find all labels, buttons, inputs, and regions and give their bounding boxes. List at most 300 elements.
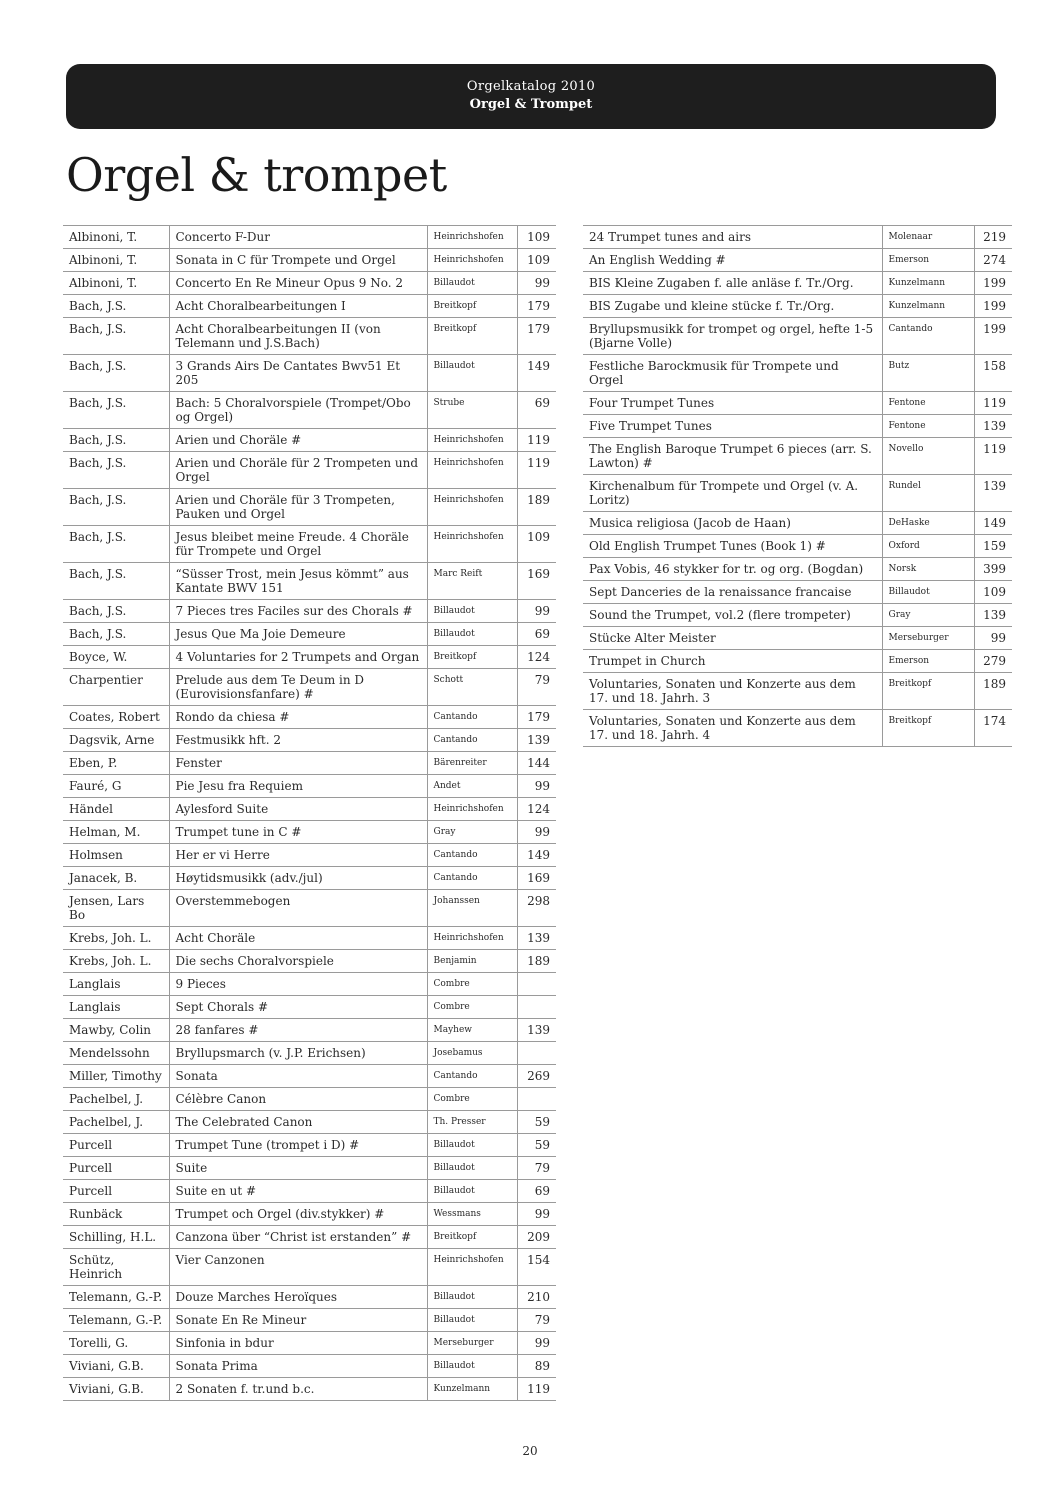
title-cell: Sonata in C für Trompete und Orgel xyxy=(169,249,427,272)
title-cell: Festmusikk hft. 2 xyxy=(169,729,427,752)
title-cell: Trumpet och Orgel (div.stykker) # xyxy=(169,1203,427,1226)
publisher-cell: Emerson xyxy=(882,650,974,673)
title-cell: Arien und Choräle für 3 Trompeten, Pauken und Orgel xyxy=(169,489,427,526)
composer-cell: Dagsvik, Arne xyxy=(63,729,169,752)
title-cell: Concerto En Re Mineur Opus 9 No. 2 xyxy=(169,272,427,295)
publisher-cell: Gray xyxy=(427,821,517,844)
table-row xyxy=(63,600,556,623)
price-cell: 69 xyxy=(517,1180,556,1203)
publisher-cell: Marc Reift xyxy=(427,563,517,600)
price-cell: 199 xyxy=(974,295,1012,318)
composer-cell: Jensen, Lars Bo xyxy=(63,890,169,927)
table-row xyxy=(583,226,1012,249)
table-row xyxy=(63,318,556,355)
composer-cell: Langlais xyxy=(63,973,169,996)
publisher-cell: Fentone xyxy=(882,392,974,415)
price-cell: 99 xyxy=(517,1332,556,1355)
composer-cell: Holmsen xyxy=(63,844,169,867)
title-cell: Voluntaries, Sonaten und Konzerte aus dem 17. und 18. Jahrh. 4 xyxy=(583,710,882,747)
title-cell: 9 Pieces xyxy=(169,973,427,996)
title-cell: Sept Danceries de la renaissance francaise xyxy=(583,581,882,604)
price-cell: 139 xyxy=(517,1019,556,1042)
composer-cell: Mendelssohn xyxy=(63,1042,169,1065)
title-cell: Suite xyxy=(169,1157,427,1180)
composer-cell: Purcell xyxy=(63,1180,169,1203)
price-cell: 149 xyxy=(517,355,556,392)
price-cell: 189 xyxy=(517,489,556,526)
price-cell: 144 xyxy=(517,752,556,775)
publisher-cell: Schott xyxy=(427,669,517,706)
table-row xyxy=(583,295,1012,318)
table-row xyxy=(63,272,556,295)
price-cell: 99 xyxy=(517,821,556,844)
publisher-cell: Molenaar xyxy=(882,226,974,249)
price-cell: 158 xyxy=(974,355,1012,392)
title-cell: Suite en ut # xyxy=(169,1180,427,1203)
table-row xyxy=(63,867,556,890)
price-cell: 139 xyxy=(974,604,1012,627)
publisher-cell: Cantando xyxy=(882,318,974,355)
publisher-cell: Billaudot xyxy=(427,355,517,392)
catalog-table-right xyxy=(583,225,1012,747)
table-row xyxy=(63,927,556,950)
table-row xyxy=(583,673,1012,710)
composer-cell: Boyce, W. xyxy=(63,646,169,669)
table-row xyxy=(63,429,556,452)
price-cell xyxy=(517,1088,556,1111)
publisher-cell: Cantando xyxy=(427,706,517,729)
price-cell: 139 xyxy=(974,415,1012,438)
publisher-cell: Benjamin xyxy=(427,950,517,973)
price-cell: 99 xyxy=(517,1203,556,1226)
publisher-cell: Heinrichshofen xyxy=(427,927,517,950)
title-cell: Sonata xyxy=(169,1065,427,1088)
price-cell: 169 xyxy=(517,563,556,600)
publisher-cell: Butz xyxy=(882,355,974,392)
publisher-cell: Billaudot xyxy=(882,581,974,604)
price-cell xyxy=(517,1042,556,1065)
table-row xyxy=(583,392,1012,415)
title-cell: BIS Zugabe und kleine stücke f. Tr./Org. xyxy=(583,295,882,318)
price-cell: 99 xyxy=(517,600,556,623)
publisher-cell: Cantando xyxy=(427,867,517,890)
publisher-cell: Breitkopf xyxy=(882,710,974,747)
table-row xyxy=(583,558,1012,581)
composer-cell: Bach, J.S. xyxy=(63,623,169,646)
title-cell: Trumpet tune in C # xyxy=(169,821,427,844)
catalog-name: Orgelkatalog 2010 xyxy=(466,79,596,94)
composer-cell: Bach, J.S. xyxy=(63,392,169,429)
table-row xyxy=(63,890,556,927)
title-cell: Pax Vobis, 46 stykker for tr. og org. (Bogdan) xyxy=(583,558,882,581)
publisher-cell: Kunzelmann xyxy=(882,295,974,318)
title-cell: 28 fanfares # xyxy=(169,1019,427,1042)
price-cell: 174 xyxy=(974,710,1012,747)
publisher-cell: Heinrichshofen xyxy=(427,526,517,563)
table-row xyxy=(63,706,556,729)
composer-cell: Mawby, Colin xyxy=(63,1019,169,1042)
composer-cell: Bach, J.S. xyxy=(63,489,169,526)
composer-cell: Fauré, G xyxy=(63,775,169,798)
publisher-cell: Breitkopf xyxy=(427,295,517,318)
title-cell: Arien und Choräle # xyxy=(169,429,427,452)
price-cell: 124 xyxy=(517,798,556,821)
price-cell: 69 xyxy=(517,392,556,429)
table-row xyxy=(583,512,1012,535)
price-cell: 274 xyxy=(974,249,1012,272)
price-cell: 99 xyxy=(517,272,556,295)
title-cell: Musica religiosa (Jacob de Haan) xyxy=(583,512,882,535)
title-cell: Douze Marches Heroïques xyxy=(169,1286,427,1309)
publisher-cell: Heinrichshofen xyxy=(427,489,517,526)
title-cell: Stücke Alter Meister xyxy=(583,627,882,650)
price-cell: 154 xyxy=(517,1249,556,1286)
publisher-cell: Combre xyxy=(427,973,517,996)
title-cell: Canzona über “Christ ist erstanden” # xyxy=(169,1226,427,1249)
title-cell: Bryllupsmarch (v. J.P. Erichsen) xyxy=(169,1042,427,1065)
publisher-cell: Kunzelmann xyxy=(427,1378,517,1401)
price-cell: 59 xyxy=(517,1111,556,1134)
price-cell: 179 xyxy=(517,295,556,318)
publisher-cell: Wessmans xyxy=(427,1203,517,1226)
title-cell: Festliche Barockmusik für Trompete und Orgel xyxy=(583,355,882,392)
title-cell: 2 Sonaten f. tr.und b.c. xyxy=(169,1378,427,1401)
price-cell: 79 xyxy=(517,1157,556,1180)
price-cell: 99 xyxy=(517,775,556,798)
table-row xyxy=(63,973,556,996)
table-row xyxy=(63,1134,556,1157)
section-name: Orgel & Trompet xyxy=(469,97,593,112)
price-cell: 119 xyxy=(517,452,556,489)
table-row xyxy=(63,355,556,392)
publisher-cell: Billaudot xyxy=(427,272,517,295)
price-cell: 399 xyxy=(974,558,1012,581)
publisher-cell: Billaudot xyxy=(427,1157,517,1180)
composer-cell: Bach, J.S. xyxy=(63,318,169,355)
title-cell: Her er vi Herre xyxy=(169,844,427,867)
publisher-cell: Kunzelmann xyxy=(882,272,974,295)
price-cell xyxy=(517,973,556,996)
price-cell: 279 xyxy=(974,650,1012,673)
table-row xyxy=(63,798,556,821)
composer-cell: Bach, J.S. xyxy=(63,295,169,318)
title-cell: Sonate En Re Mineur xyxy=(169,1309,427,1332)
publisher-cell: Combre xyxy=(427,996,517,1019)
table-row xyxy=(583,535,1012,558)
composer-cell: Purcell xyxy=(63,1157,169,1180)
publisher-cell: Heinrichshofen xyxy=(427,429,517,452)
title-cell: Sinfonia in bdur xyxy=(169,1332,427,1355)
price-cell: 109 xyxy=(517,226,556,249)
price-cell: 109 xyxy=(517,249,556,272)
table-row xyxy=(583,710,1012,747)
title-cell: Sonata Prima xyxy=(169,1355,427,1378)
table-row xyxy=(583,650,1012,673)
title-cell: The Celebrated Canon xyxy=(169,1111,427,1134)
table-row xyxy=(63,729,556,752)
publisher-cell: Billaudot xyxy=(427,1180,517,1203)
composer-cell: Eben, P. xyxy=(63,752,169,775)
publisher-cell: Heinrichshofen xyxy=(427,798,517,821)
publisher-cell: Billaudot xyxy=(427,1355,517,1378)
publisher-cell: Billaudot xyxy=(427,600,517,623)
title-cell: Prelude aus dem Te Deum in D (Eurovisionsfanfare) # xyxy=(169,669,427,706)
table-row xyxy=(583,415,1012,438)
title-cell: Aylesford Suite xyxy=(169,798,427,821)
publisher-cell: Mayhew xyxy=(427,1019,517,1042)
price-cell: 209 xyxy=(517,1226,556,1249)
composer-cell: Krebs, Joh. L. xyxy=(63,927,169,950)
table-row xyxy=(63,1042,556,1065)
publisher-cell: Billaudot xyxy=(427,1134,517,1157)
title-cell: 7 Pieces tres Faciles sur des Chorals # xyxy=(169,600,427,623)
price-cell: 119 xyxy=(974,438,1012,475)
table-row xyxy=(583,249,1012,272)
publisher-cell: Heinrichshofen xyxy=(427,1249,517,1286)
page-number: 20 xyxy=(522,1444,538,1458)
title-cell: Five Trumpet Tunes xyxy=(583,415,882,438)
title-cell: Acht Choralbearbeitungen I xyxy=(169,295,427,318)
composer-cell: Bach, J.S. xyxy=(63,526,169,563)
price-cell: 169 xyxy=(517,867,556,890)
composer-cell: Schilling, H.L. xyxy=(63,1226,169,1249)
title-cell: Acht Choräle xyxy=(169,927,427,950)
composer-cell: Bach, J.S. xyxy=(63,452,169,489)
price-cell: 149 xyxy=(974,512,1012,535)
title-cell: 3 Grands Airs De Cantates Bwv51 Et 205 xyxy=(169,355,427,392)
title-cell: Bryllupsmusikk for trompet og orgel, hefte 1-5 (Bjarne Volle) xyxy=(583,318,882,355)
publisher-cell: Strube xyxy=(427,392,517,429)
catalog-table-left xyxy=(63,225,556,1401)
price-cell: 109 xyxy=(974,581,1012,604)
price-cell: 179 xyxy=(517,706,556,729)
price-cell: 119 xyxy=(517,429,556,452)
publisher-cell: Breitkopf xyxy=(882,673,974,710)
table-row xyxy=(63,775,556,798)
title-cell: Voluntaries, Sonaten und Konzerte aus dem 17. und 18. Jahrh. 3 xyxy=(583,673,882,710)
composer-cell: Telemann, G.-P. xyxy=(63,1309,169,1332)
title-cell: Rondo da chiesa # xyxy=(169,706,427,729)
table-row xyxy=(63,452,556,489)
table-row xyxy=(63,1286,556,1309)
table-row xyxy=(63,646,556,669)
title-cell: 24 Trumpet tunes and airs xyxy=(583,226,882,249)
table-row xyxy=(583,627,1012,650)
composer-cell: Albinoni, T. xyxy=(63,249,169,272)
title-cell: Jesus bleibet meine Freude. 4 Choräle für Trompete und Orgel xyxy=(169,526,427,563)
publisher-cell: Billaudot xyxy=(427,623,517,646)
table-row xyxy=(63,1157,556,1180)
title-cell: Arien und Choräle für 2 Trompeten und Orgel xyxy=(169,452,427,489)
composer-cell: Pachelbel, J. xyxy=(63,1111,169,1134)
price-cell: 189 xyxy=(974,673,1012,710)
table-row xyxy=(63,295,556,318)
price-cell: 119 xyxy=(517,1378,556,1401)
publisher-cell: Cantando xyxy=(427,1065,517,1088)
price-cell: 124 xyxy=(517,646,556,669)
publisher-cell: Rundel xyxy=(882,475,974,512)
publisher-cell: Fentone xyxy=(882,415,974,438)
composer-cell: Coates, Robert xyxy=(63,706,169,729)
composer-cell: Bach, J.S. xyxy=(63,563,169,600)
table-row xyxy=(63,752,556,775)
table-row xyxy=(63,489,556,526)
publisher-cell: Josebamus xyxy=(427,1042,517,1065)
publisher-cell: Billaudot xyxy=(427,1309,517,1332)
publisher-cell: Heinrichshofen xyxy=(427,226,517,249)
table-row xyxy=(63,1203,556,1226)
publisher-cell: Emerson xyxy=(882,249,974,272)
publisher-cell: Oxford xyxy=(882,535,974,558)
price-cell: 139 xyxy=(517,729,556,752)
price-cell: 298 xyxy=(517,890,556,927)
title-cell: Bach: 5 Choralvorspiele (Trompet/Obo og Orgel) xyxy=(169,392,427,429)
table-row xyxy=(583,475,1012,512)
price-cell: 210 xyxy=(517,1286,556,1309)
title-cell: Four Trumpet Tunes xyxy=(583,392,882,415)
composer-cell: Purcell xyxy=(63,1134,169,1157)
price-cell: 79 xyxy=(517,669,556,706)
publisher-cell: Bärenreiter xyxy=(427,752,517,775)
title-cell: Overstemmebogen xyxy=(169,890,427,927)
composer-cell: Bach, J.S. xyxy=(63,355,169,392)
price-cell: 139 xyxy=(974,475,1012,512)
title-cell: Old English Trumpet Tunes (Book 1) # xyxy=(583,535,882,558)
price-cell: 119 xyxy=(974,392,1012,415)
title-cell: Kirchenalbum für Trompete und Orgel (v. A. Loritz) xyxy=(583,475,882,512)
price-cell xyxy=(517,996,556,1019)
title-cell: Die sechs Choralvorspiele xyxy=(169,950,427,973)
publisher-cell: Merseburger xyxy=(882,627,974,650)
table-row xyxy=(583,438,1012,475)
table-row xyxy=(63,1226,556,1249)
publisher-cell: Breitkopf xyxy=(427,646,517,669)
title-cell: Sept Chorals # xyxy=(169,996,427,1019)
table-row xyxy=(63,669,556,706)
publisher-cell: Combre xyxy=(427,1088,517,1111)
publisher-cell: Th. Presser xyxy=(427,1111,517,1134)
table-row xyxy=(583,604,1012,627)
publisher-cell: Heinrichshofen xyxy=(427,452,517,489)
table-row xyxy=(583,581,1012,604)
table-row xyxy=(63,1332,556,1355)
table-row xyxy=(63,1180,556,1203)
table-row xyxy=(63,821,556,844)
publisher-cell: Breitkopf xyxy=(427,1226,517,1249)
publisher-cell: Andet xyxy=(427,775,517,798)
title-cell: Célèbre Canon xyxy=(169,1088,427,1111)
title-cell: Acht Choralbearbeitungen II (von Telemann und J.S.Bach) xyxy=(169,318,427,355)
table-row xyxy=(63,249,556,272)
header-bar xyxy=(66,64,996,129)
price-cell: 149 xyxy=(517,844,556,867)
price-cell: 219 xyxy=(974,226,1012,249)
price-cell: 79 xyxy=(517,1309,556,1332)
publisher-cell: Gray xyxy=(882,604,974,627)
publisher-cell: Heinrichshofen xyxy=(427,249,517,272)
composer-cell: Albinoni, T. xyxy=(63,272,169,295)
title-cell: Vier Canzonen xyxy=(169,1249,427,1286)
title-cell: 4 Voluntaries for 2 Trumpets and Organ xyxy=(169,646,427,669)
price-cell: 179 xyxy=(517,318,556,355)
composer-cell: Runbäck xyxy=(63,1203,169,1226)
title-cell: Pie Jesu fra Requiem xyxy=(169,775,427,798)
composer-cell: Charpentier xyxy=(63,669,169,706)
table-row xyxy=(63,950,556,973)
title-cell: “Süsser Trost, mein Jesus kömmt” aus Kantate BWV 151 xyxy=(169,563,427,600)
title-cell: An English Wedding # xyxy=(583,249,882,272)
table-row xyxy=(63,1065,556,1088)
composer-cell: Telemann, G.-P. xyxy=(63,1286,169,1309)
table-row xyxy=(583,318,1012,355)
composer-cell: Pachelbel, J. xyxy=(63,1088,169,1111)
table-row xyxy=(63,844,556,867)
table-row xyxy=(583,355,1012,392)
table-row xyxy=(63,1111,556,1134)
title-cell: Trumpet in Church xyxy=(583,650,882,673)
table-row xyxy=(63,1019,556,1042)
composer-cell: Bach, J.S. xyxy=(63,429,169,452)
publisher-cell: Johanssen xyxy=(427,890,517,927)
table-row xyxy=(63,563,556,600)
composer-cell: Miller, Timothy xyxy=(63,1065,169,1088)
composer-cell: Torelli, G. xyxy=(63,1332,169,1355)
publisher-cell: Norsk xyxy=(882,558,974,581)
title-cell: Jesus Que Ma Joie Demeure xyxy=(169,623,427,646)
composer-cell: Schütz, Heinrich xyxy=(63,1249,169,1286)
title-cell: The English Baroque Trumpet 6 pieces (arr. S. Lawton) # xyxy=(583,438,882,475)
title-cell: Sound the Trumpet, vol.2 (flere trompeter) xyxy=(583,604,882,627)
publisher-cell: Cantando xyxy=(427,844,517,867)
table-row xyxy=(63,1378,556,1401)
publisher-cell: Merseburger xyxy=(427,1332,517,1355)
price-cell: 199 xyxy=(974,272,1012,295)
title-cell: BIS Kleine Zugaben f. alle anläse f. Tr./Org. xyxy=(583,272,882,295)
price-cell: 109 xyxy=(517,526,556,563)
table-row xyxy=(63,526,556,563)
price-cell: 59 xyxy=(517,1134,556,1157)
price-cell: 139 xyxy=(517,927,556,950)
title-cell: Trumpet Tune (trompet i D) # xyxy=(169,1134,427,1157)
table-row xyxy=(63,1309,556,1332)
page-title: Orgel & trompet xyxy=(66,148,447,202)
title-cell: Fenster xyxy=(169,752,427,775)
price-cell: 189 xyxy=(517,950,556,973)
publisher-cell: Billaudot xyxy=(427,1286,517,1309)
table-row xyxy=(63,226,556,249)
price-cell: 89 xyxy=(517,1355,556,1378)
composer-cell: Händel xyxy=(63,798,169,821)
table-row xyxy=(63,1088,556,1111)
composer-cell: Krebs, Joh. L. xyxy=(63,950,169,973)
price-cell: 159 xyxy=(974,535,1012,558)
table-row xyxy=(63,392,556,429)
composer-cell: Viviani, G.B. xyxy=(63,1355,169,1378)
table-row xyxy=(583,272,1012,295)
price-cell: 199 xyxy=(974,318,1012,355)
price-cell: 69 xyxy=(517,623,556,646)
composer-cell: Helman, M. xyxy=(63,821,169,844)
title-cell: Høytidsmusikk (adv./jul) xyxy=(169,867,427,890)
composer-cell: Langlais xyxy=(63,996,169,1019)
table-row xyxy=(63,1249,556,1286)
title-cell: Concerto F-Dur xyxy=(169,226,427,249)
composer-cell: Albinoni, T. xyxy=(63,226,169,249)
table-row xyxy=(63,996,556,1019)
table-row xyxy=(63,623,556,646)
publisher-cell: Novello xyxy=(882,438,974,475)
price-cell: 269 xyxy=(517,1065,556,1088)
